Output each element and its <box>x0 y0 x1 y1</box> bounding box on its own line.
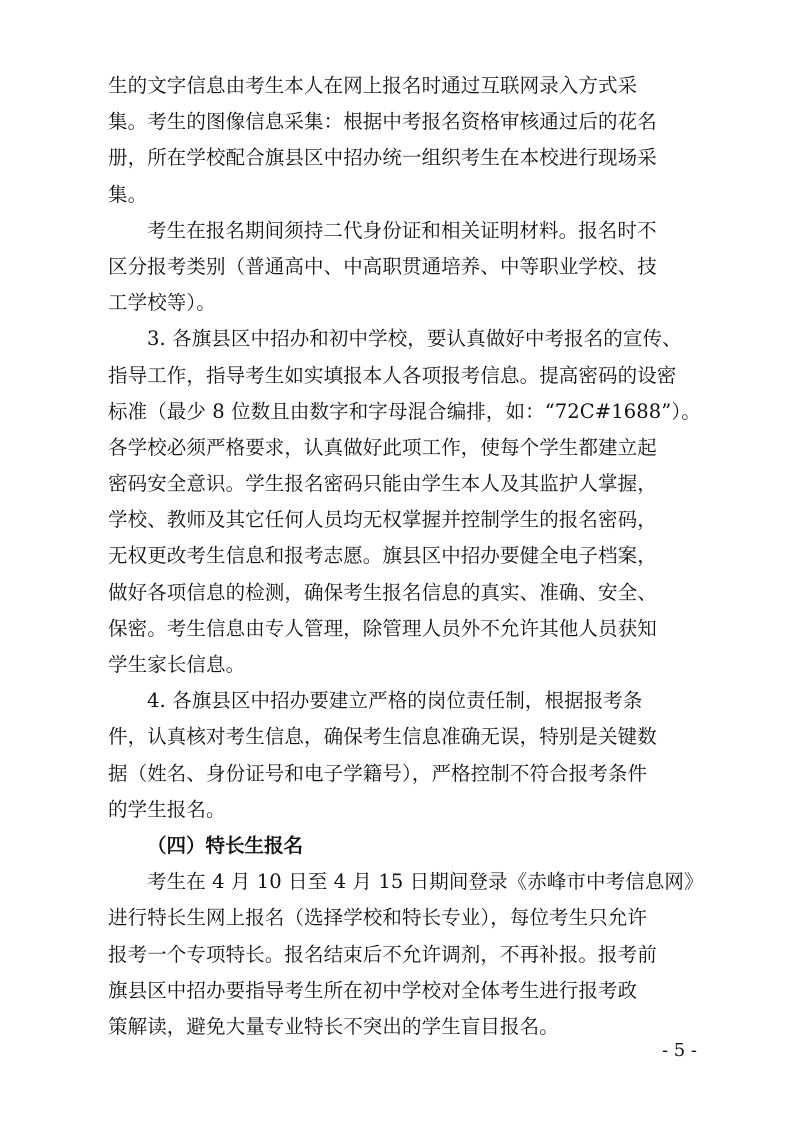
numbered-item-4-start: 4. 各旗县区中招办要建立严格的岗位责任制，根据报考条 <box>147 689 643 713</box>
text-line: 件，认真核对考生信息，确保考生信息准确无误，特别是关键数 <box>108 725 657 749</box>
text-line: 保密。考生信息由专人管理，除管理人员外不允许其他人员获知 <box>108 616 657 640</box>
text-line: 学校、教师及其它任何人员均无权掌握并控制学生的报名密码， <box>108 508 657 532</box>
text-line: 集。考生的图像信息采集：根据中考报名资格审核通过后的花名 <box>108 110 657 134</box>
text-line: 的学生报名。 <box>108 797 226 821</box>
numbered-item-3-start: 3. 各旗县区中招办和初中学校，要认真做好中考报名的宣传、 <box>147 327 682 351</box>
text-line: 各学校必须严格要求，认真做好此项工作，使每个学生都建立起 <box>108 435 657 459</box>
text-line: 工学校等）。 <box>108 291 216 315</box>
text-line: 进行特长生网上报名（选择学校和特长专业），每位考生只允许 <box>108 906 648 930</box>
text-line: 策解读，避免大量专业特长不突出的学生盲目报名。 <box>108 1014 559 1038</box>
text-line: 学生家长信息。 <box>108 653 246 676</box>
text-line: 旗县区中招办要指导考生所在初中学校对全体考生进行报考政 <box>108 978 638 1002</box>
text-line: 做好各项信息的检测，确保考生报名信息的真实、准确、安全、 <box>108 580 657 604</box>
paragraph-start-line: 考生在 4 月 10 日至 4 月 15 日期间登录《赤峰市中考信息网》 <box>147 870 704 894</box>
page-number: - 5 - <box>661 1040 697 1061</box>
text-line: 生的文字信息由考生本人在网上报名时通过互联网录入方式采 <box>108 74 638 97</box>
section-heading: （四）特长生报名 <box>147 833 304 857</box>
text-line: 册，所在学校配合旗县区中招办统一组织考生在本校进行现场采 <box>108 146 657 170</box>
text-line: 报考一个专项特长。报名结束后不允许调剂，不再补报。报考前 <box>108 942 657 966</box>
text-line: 据（姓名、身份证号和电子学籍号），严格控制不符合报考条件 <box>108 761 648 785</box>
document-body <box>108 68 704 1045</box>
text-line: 无权更改考生信息和报考志愿。旗县区中招办要健全电子档案， <box>108 544 657 568</box>
text-line: 指导工作，指导考生如实填报本人各项报考信息。提高密码的设密 <box>108 363 677 387</box>
text-line: 区分报考类别（普通高中、中高职贯通培养、中等职业学校、技 <box>108 254 657 278</box>
paragraph-start-line: 考生在报名期间须持二代身份证和相关证明材料。报名时不 <box>147 218 657 242</box>
text-line: 集。 <box>108 182 148 206</box>
text-line: 密码安全意识。学生报名密码只能由学生本人及其监护人掌握， <box>108 472 657 496</box>
text-line: 标准（最少 8 位数且由数字和字母混合编排，如：“72C#1688”）。 <box>108 399 701 423</box>
